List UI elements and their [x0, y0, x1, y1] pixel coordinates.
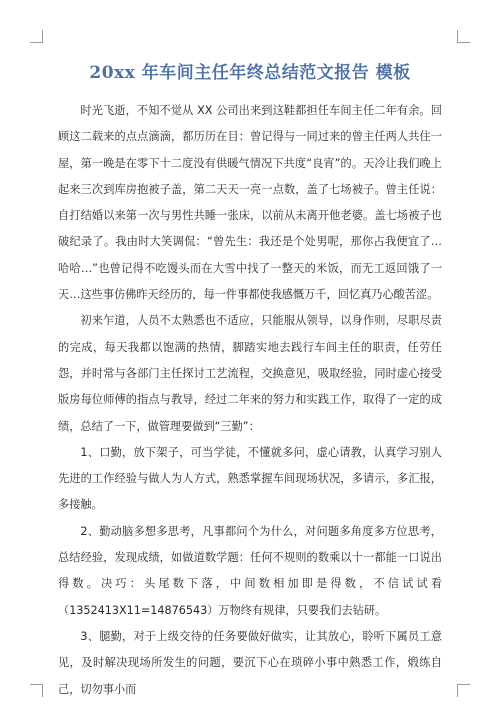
- crop-mark-bottom-left: [30, 684, 43, 697]
- crop-mark-top-left: [30, 30, 43, 43]
- paragraph-arrival: 初来乍道，人员不太熟悉也不适应，只能服从领导，以身作则，尽职尽责的完成，每天我都以饱满的热情，脚踏实地去践行车间主任的职责，任劳任怨，并时常与各部门主任探讨工艺流程，交换意见，吸取经验，同时虚心接受版房每位师傅的指点与教导，经过二年来的努力和实践工作，取得了一定的成绩，总结了一下，做管理要做到“三勤”：: [58, 314, 442, 433]
- paragraph-point-3: 3、腿勤，对于上级交待的任务要做好做实，让其放心，聆听下属员工意见，及时解决现场所发生的问题，要沉下心在琐碎小事中熟悉工作，煅练自己，切勿事小而: [58, 629, 442, 696]
- crop-mark-bottom-right: [457, 684, 470, 697]
- paragraph-point-2: 2、勤动脑多想多思考，凡事都问个为什么，对问题多角度多方位思考，总结经验，发现成绩，如做道数学题：任何不规则的数乘以十一都能一口说出得数。决巧：头尾数下落，中间数相加即是得数，不信试试看（1352413X11=14876543）万物终有规律，只要我们去钻研。: [58, 524, 442, 617]
- document-title: 20xx 年车间主任年终总结范文报告 模板: [89, 63, 411, 83]
- paragraph-point-1: 1、口勤，放下架子，可当学徒，不懂就多问，虚心请教，认真学习别人先进的工作经验与做人为人方式，熟悉掌握车间现场状况，多请示，多汇报，多接触。: [58, 445, 442, 512]
- paragraph-intro: 时光飞逝，不知不觉从 XX 公司出来到这鞋都担任车间主任二年有余。回顾这二载来的点点滴滴，都历历在目：曾记得与一同过来的曾主任两人共住一屋，第一晚是在零下十二度没有供暖气情况下共度“良宵”的。天冷让我们晚上起来三次到库房抱被子盖，第二天天一亮一点数，盖了七场被子。曾主任说：自打结婚以来第一次与男性共睡一张床，以前从未离开他老婆。盖七场被子也破纪录了。我由时大笑调侃：“曾先生：我还是个处男呢，那你占我便宜了…哈哈…”也曾记得不吃馒头而在大雪中找了一整天的米饭，而无工返回饿了一天…这些事仿佛昨天经历的，每一件事都使我感慨万千，回忆真乃心酸苦涩。: [58, 104, 442, 302]
- document-body: [58, 98, 442, 703]
- crop-mark-top-right: [457, 30, 470, 43]
